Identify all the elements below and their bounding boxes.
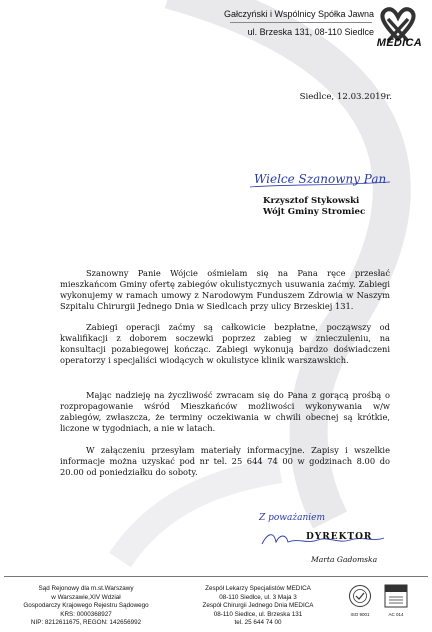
company-address: ul. Brzeska 131, 08-110 Siedlce <box>247 27 374 37</box>
body-paragraph-2: Zabiegi operacji zaćmy są całkowicie bezpłatne, począwszy od kwalifikacji z doborem soczewki poprzez zabieg w znieczuleniu, na konsultacji pozabiegowej kończąc. Zabiegi wykonują bardzo doświadczeni operatorzy i specjaliści wiodących w okulistyce klinik warszawskich. <box>60 322 390 365</box>
company-name: Gałczyński i Wspólnicy Spółka Jawna <box>223 9 374 19</box>
footer-left-line: KRS: 0000368927 <box>60 610 112 618</box>
letter-date: Siedlce, 12.03.2019r. <box>299 92 392 102</box>
footer-left-line: Gospodarczy Krajowego Rejestru Sądowego <box>23 602 149 609</box>
addressee-name: Krzysztof Stykowski <box>263 196 360 206</box>
footer-divider <box>4 576 428 577</box>
footer-center-line: tel. 25 644 74 00 <box>234 619 282 626</box>
footer-left-line: w Warszawie,XIV Wdział <box>51 593 121 601</box>
body-paragraph-1: Szanowny Panie Wójcie ośmielam się na Pana ręce przesłać mieszkańcom Gminy ofertę zabiegów okulistycznych usuwania zaćmy. Zabiegi wykonujemy w ramach umowy z Narodowym Funduszem Zdrowia w Naszym Szpitalu Chirurgii Jednego Dnia w Siedlcach przy ulicy Brzeskiej 131. <box>60 268 390 311</box>
body-paragraph-4: W załączeniu przesyłam materiały informacyjne. Zapisy i wszelkie informacje można uzyskać pod nr tel. 25 644 74 00 w godzinach 8.00 do 20.00 od poniedziałku do soboty. <box>60 445 390 477</box>
iso-badge-label: ISO 9001 <box>350 612 370 617</box>
pca-badge-label: AC 014 <box>388 612 404 617</box>
signer-name: Marta Gadomska <box>311 555 378 564</box>
footer-center-line: 08-110 Siedlce, ul. Brzeska 131 <box>213 610 303 618</box>
pca-accreditation-badge-icon <box>384 584 408 608</box>
footer-left-line: NIP: 8212611675, REGON: 142656992 <box>30 619 142 626</box>
footer-facility-info <box>178 585 338 628</box>
footer-center-line: Zespół Chirurgii Jednego Dnia MEDICA <box>202 602 314 609</box>
addressee-block <box>263 196 365 218</box>
footer-center-line: Zespół Lekarzy Specjalistów MEDICA <box>205 585 311 592</box>
addressee-title: Wójt Gminy Stromiec <box>263 207 366 217</box>
director-stamp-title: DYREKTOR <box>306 532 373 542</box>
handwritten-closing: Z poważaniem <box>259 513 326 523</box>
body-paragraph-3: Mając nadzieję na życzliwość zwracam się do Pana z gorącą prośbą o rozpropagowanie wśród Mieszkańców możliwości wykonywania w/w zabiegów, zwłaszcza, że terminy oczekiwania w chwili obecnej są krótkie, liczone w tygodniach, a nie w latach. <box>60 390 390 433</box>
header-divider <box>230 22 372 23</box>
footer-left-line: Sąd Rejonowy dla m.st.Warszawy <box>38 585 134 592</box>
handwritten-greeting: Wielce Szanowny Pan <box>254 172 387 186</box>
logo-wordmark: MEDICA <box>376 37 422 49</box>
footer-center-line: 08-110 Siedlce, ul. 3 Maja 3 <box>219 593 297 601</box>
iso-certificate-badge-icon <box>348 584 372 608</box>
footer-registry-info <box>6 585 166 628</box>
